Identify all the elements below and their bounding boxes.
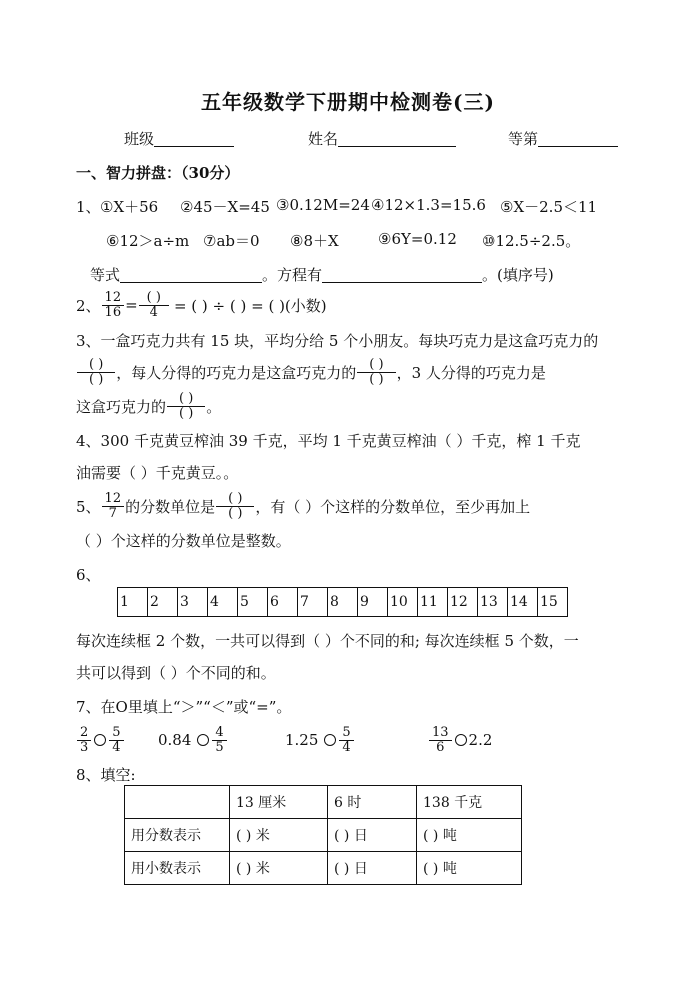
- answer-cell[interactable]: ( ) 日: [328, 819, 417, 852]
- q2-line: 2、 $\frac{12}{16}$ = $\frac{( )}{4}$ = ( ) ÷ ( ) = ( )(小数): [76, 289, 327, 320]
- class-field: [124, 128, 234, 149]
- compare-circle[interactable]: [94, 734, 106, 746]
- q2-number: 2、: [76, 296, 101, 315]
- fangcheng-label: 。方程有: [262, 266, 323, 284]
- table-header-row: [125, 786, 522, 819]
- row-label: 用分数表示: [125, 819, 230, 852]
- eq-label: 等式: [90, 266, 121, 284]
- number-grid: [117, 587, 568, 617]
- name-blank[interactable]: [338, 130, 456, 147]
- q3-blank-fraction[interactable]: $\frac{( )}{( )}$: [167, 392, 205, 420]
- q5-line1: 5、 $\frac{12}{7}$ 的分数单位是 $\frac{( )}{( )}$ ，有（ ）个这样的分数单位，至少再加上: [76, 490, 531, 521]
- answer-cell[interactable]: ( ) 米: [230, 819, 328, 852]
- grid-cell: 14: [508, 588, 538, 617]
- grid-cell: 12: [448, 588, 478, 617]
- grid-cell: 7: [298, 588, 328, 617]
- q6-line2: 共可以得到（ ）个不同的和。: [76, 664, 276, 682]
- q1-item: ⑩12.5÷2.5。: [482, 232, 581, 250]
- q4-line1: 4、300 千克黄豆榨油 39 千克，平均 1 千克黄豆榨油（ ）千克，榨 1 千克: [76, 432, 581, 450]
- q5-fraction: $\frac{12}{7}$: [102, 492, 125, 520]
- grid-cell: 15: [538, 588, 568, 617]
- table-header-cell: [125, 786, 230, 819]
- name-field: [308, 128, 456, 149]
- q2-fraction: $\frac{12}{16}$: [102, 291, 125, 319]
- q4-line2: 油需要（ ）千克黄豆。。: [76, 464, 239, 482]
- grid-cell: 5: [238, 588, 268, 617]
- table-row: [125, 852, 522, 885]
- q3-line1: 3、一盒巧克力共有 15 块，平均分给 5 个小朋友。每块巧克力是这盒巧克力的: [76, 332, 599, 350]
- q3-line2: $\frac{( )}{( )}$ ，每人分得的巧克力是这盒巧克力的 $\frac{( )}{( )}$ ，3 人分得的巧克力是: [76, 352, 546, 392]
- grid-cell: 11: [418, 588, 448, 617]
- q1-item: ⑥12＞a÷m: [106, 232, 190, 250]
- q1-item: ④12×1.3=15.6: [371, 196, 486, 214]
- grade-field: [508, 128, 618, 149]
- q1-item: ⑤X－2.5＜11: [500, 198, 598, 216]
- grid-cell: 13: [478, 588, 508, 617]
- q6-number: 6、: [76, 566, 101, 584]
- q1-answer-line: [90, 264, 554, 285]
- q7-item-b: 0.84 $\frac{4}{5}$: [158, 720, 228, 760]
- table-row: [125, 819, 522, 852]
- answer-cell[interactable]: ( ) 米: [230, 852, 328, 885]
- grade-label: 等第: [508, 130, 539, 148]
- q1-tail: 。(填序号): [482, 266, 554, 284]
- name-label: 姓名: [308, 130, 339, 148]
- grid-cell: 6: [268, 588, 298, 617]
- q5-line2: （ ）个这样的分数单位是整数。: [76, 532, 291, 550]
- q6-line1: 每次连续框 2 个数，一共可以得到（ ）个不同的和; 每次连续框 5 个数，一: [76, 632, 579, 650]
- grade-blank[interactable]: [538, 130, 618, 147]
- q1-item: ⑦ab＝0: [203, 232, 260, 250]
- fangcheng-blank[interactable]: [322, 266, 482, 283]
- q2-blank-fraction[interactable]: $\frac{( )}{4}$: [139, 291, 169, 319]
- q1-item: ⑧8＋X: [290, 232, 339, 250]
- row-label: 用小数表示: [125, 852, 230, 885]
- q3-blank-fraction[interactable]: $\frac{( )}{( )}$: [77, 358, 115, 386]
- conversion-table: [124, 785, 522, 885]
- grid-cell: 10: [388, 588, 418, 617]
- compare-circle[interactable]: [324, 734, 336, 746]
- q7-item-d: $\frac{13}{6}$ 2.2: [428, 720, 492, 760]
- compare-circle[interactable]: [455, 734, 467, 746]
- compare-circle[interactable]: [197, 734, 209, 746]
- q7-heading: 7、在O里填上“＞”“＜”或“=”。: [76, 698, 292, 716]
- q2-rest[interactable]: = ( ) ÷ ( ) = ( )(小数): [173, 296, 327, 315]
- grid-cell: 1: [118, 588, 148, 617]
- q7-item-a: $\frac{2}{3}$ $\frac{5}{4}$: [76, 720, 125, 760]
- grid-cell: 4: [208, 588, 238, 617]
- grid-cell: 3: [178, 588, 208, 617]
- section-heading: 一、智力拼盘：（30分）: [76, 164, 240, 182]
- answer-cell[interactable]: ( ) 日: [328, 852, 417, 885]
- page-title: 五年级数学下册期中检测卷(三): [201, 90, 495, 114]
- q1-item: ③0.12M=24: [276, 196, 370, 214]
- table-header-cell: 13 厘米: [230, 786, 328, 819]
- eq-blank[interactable]: [120, 266, 262, 283]
- grid-cell: 2: [148, 588, 178, 617]
- q8-heading: 8、填空:: [76, 766, 136, 784]
- q7-item-c: 1.25 $\frac{5}{4}$: [285, 720, 355, 760]
- grid-cell: 8: [328, 588, 358, 617]
- class-blank[interactable]: [154, 130, 234, 147]
- q1-item: ②45－X=45: [180, 198, 270, 216]
- table-header-cell: 138 千克: [417, 786, 522, 819]
- q1-item: ①X＋56: [100, 198, 159, 216]
- grid-cell: 9: [358, 588, 388, 617]
- class-label: 班级: [124, 130, 155, 148]
- answer-cell[interactable]: ( ) 吨: [417, 852, 522, 885]
- q3-line3: 这盒巧克力的 $\frac{( )}{( )}$ 。: [76, 390, 222, 421]
- q1-number: 1、: [76, 198, 101, 216]
- q3-blank-fraction[interactable]: $\frac{( )}{( )}$: [357, 358, 395, 386]
- q1-item: ⑨6Y=0.12: [378, 230, 457, 248]
- q5-blank-fraction[interactable]: $\frac{( )}{( )}$: [216, 492, 254, 520]
- table-header-cell: 6 时: [328, 786, 417, 819]
- answer-cell[interactable]: ( ) 吨: [417, 819, 522, 852]
